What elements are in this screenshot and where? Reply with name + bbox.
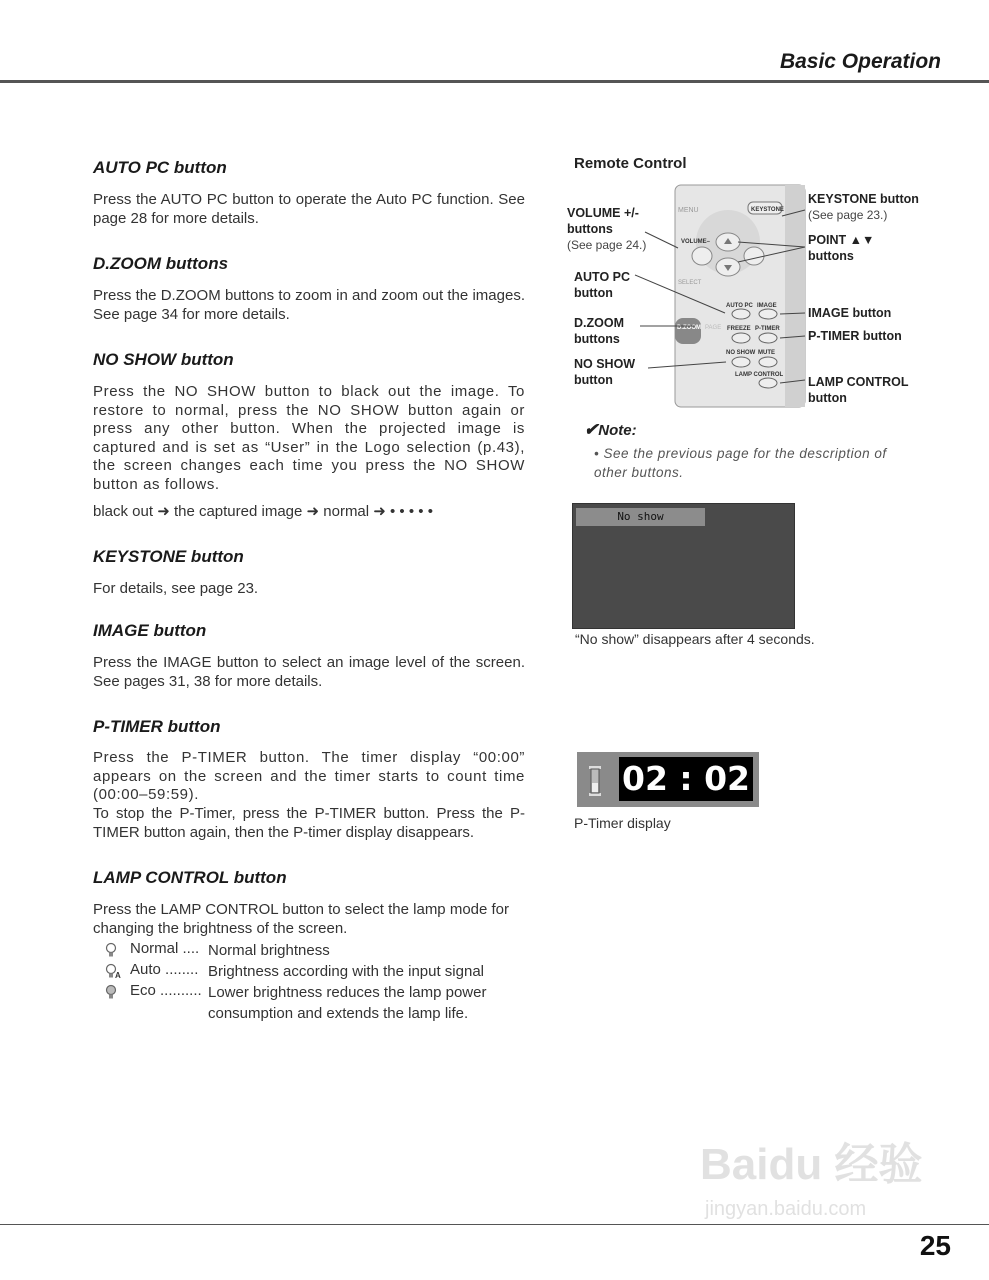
no-show-sequence: black out ➜ the captured image ➜ normal ➜ • • • • • [93, 503, 433, 520]
lamp-mode-desc: Lower brightness reduces the lamp power consumption and extends the lamp life. [208, 984, 487, 1022]
image-heading: IMAGE button [93, 621, 207, 640]
note-text: • See the previous page for the description of other buttons. [594, 446, 887, 480]
lamp-mode-label: Eco .......... [130, 982, 202, 999]
ptimer-heading: P-TIMER button [93, 717, 221, 736]
no-show-key-label: NO SHOW [726, 350, 756, 356]
ptimer-key-label: P-TIMER [755, 326, 780, 332]
no-show-display-label: No show [576, 508, 705, 526]
page-header-title: Basic Operation [779, 50, 941, 73]
checkmark-icon: ✔ [584, 420, 599, 439]
point-callout: POINT ▲▼ buttons [808, 233, 875, 263]
volume-callout-ref: (See page 24.) [567, 238, 647, 252]
auto-pc-heading: AUTO PC button [93, 158, 227, 177]
dzoom-key-label: D.ZOOM [677, 325, 701, 331]
hourglass-icon [588, 766, 602, 796]
page-number: 25 [919, 1230, 951, 1261]
auto-pc-text: Press the AUTO PC button to operate the Auto PC function. See page 28 for more details. [93, 191, 525, 227]
footer-rule [0, 1224, 989, 1225]
image-callout: IMAGE button [808, 306, 892, 320]
lamp-mode-desc: Normal brightness [208, 942, 330, 959]
no-show-callout: NO SHOW button [574, 357, 636, 387]
note-title-text: Note: [598, 422, 637, 439]
keystone-text: For details, see page 23. [93, 580, 259, 597]
no-show-text: Press the NO SHOW button to black out the image. To restore to normal, press the NO SHOW button again or press any other button. When the projected image is captured and is set as “User” in the Logo selection (p.43), the screen changes each time you press the NO SHOW button as follows. [93, 383, 525, 493]
svg-text:A: A [115, 971, 121, 979]
lamp-normal-icon [104, 942, 118, 958]
no-show-caption: “No show” disappears after 4 seconds. [575, 631, 815, 647]
ptimer-caption: P-Timer display [574, 815, 671, 831]
dzoom-callout: D.ZOOM buttons [574, 316, 624, 346]
lamp-control-key-label: LAMP CONTROL [735, 372, 784, 378]
lamp-auto-icon [104, 963, 122, 979]
mute-key-label: MUTE [758, 350, 775, 356]
keystone-callout-label: KEYSTONE button [808, 192, 919, 206]
auto-pc-key-label: AUTO PC [726, 303, 753, 309]
image-text: Press the IMAGE button to select an image level of the screen. See pages 31, 38 for more details. [93, 654, 525, 690]
remote-control-title: Remote Control [574, 155, 687, 172]
volume-key-label: VOLUME– [681, 239, 711, 245]
ptimer-text-2: To stop the P-Timer, press the P-TIMER button. Press the P-TIMER button again, then the P-timer display disappears. [93, 805, 525, 841]
keystone-key-label: KEYSTONE [751, 207, 784, 213]
image-key-label: IMAGE [757, 303, 777, 309]
menu-key-label: MENU [678, 207, 699, 214]
dzoom-heading: D.ZOOM buttons [93, 254, 229, 273]
lamp-heading: LAMP CONTROL button [93, 868, 287, 887]
baidu-watermark: Baidu 经验 [700, 1140, 923, 1189]
baidu-watermark-url: jingyan.baidu.com [705, 1198, 867, 1220]
lamp-mode-label: Auto ........ [130, 961, 199, 978]
lamp-eco-icon [104, 984, 118, 1000]
note-heading [584, 420, 637, 440]
keystone-callout [808, 191, 938, 223]
ptimer-callout: P-TIMER button [808, 329, 902, 343]
page-key-label: PAGE [705, 325, 722, 331]
select-key-label: SELECT [678, 280, 702, 286]
volume-callout [567, 205, 657, 253]
lamp-mode-desc: Brightness according with the input signal [208, 963, 484, 980]
freeze-key-label: FREEZE [727, 326, 751, 332]
auto-pc-callout: AUTO PC button [574, 270, 631, 300]
keystone-heading: KEYSTONE button [93, 547, 244, 566]
lamp-callout: LAMP CONTROL button [808, 375, 909, 405]
ptimer-time: 02 : 02 [619, 757, 753, 801]
no-show-heading: NO SHOW button [93, 350, 234, 369]
volume-callout-label: VOLUME +/- buttons [567, 206, 639, 236]
ptimer-text-1: Press the P-TIMER button. The timer display “00:00” appears on the screen and the timer starts to count time (00:00–59:59). [93, 749, 525, 804]
lamp-mode-label: Normal .... [130, 940, 200, 957]
keystone-callout-ref: (See page 23.) [808, 208, 888, 222]
header-rule [0, 80, 989, 83]
dzoom-text: Press the D.ZOOM buttons to zoom in and zoom out the images. See page 34 for more details. [93, 287, 525, 323]
lamp-text: Press the LAMP CONTROL button to select the lamp mode for changing the brightness of the screen. [93, 901, 510, 937]
